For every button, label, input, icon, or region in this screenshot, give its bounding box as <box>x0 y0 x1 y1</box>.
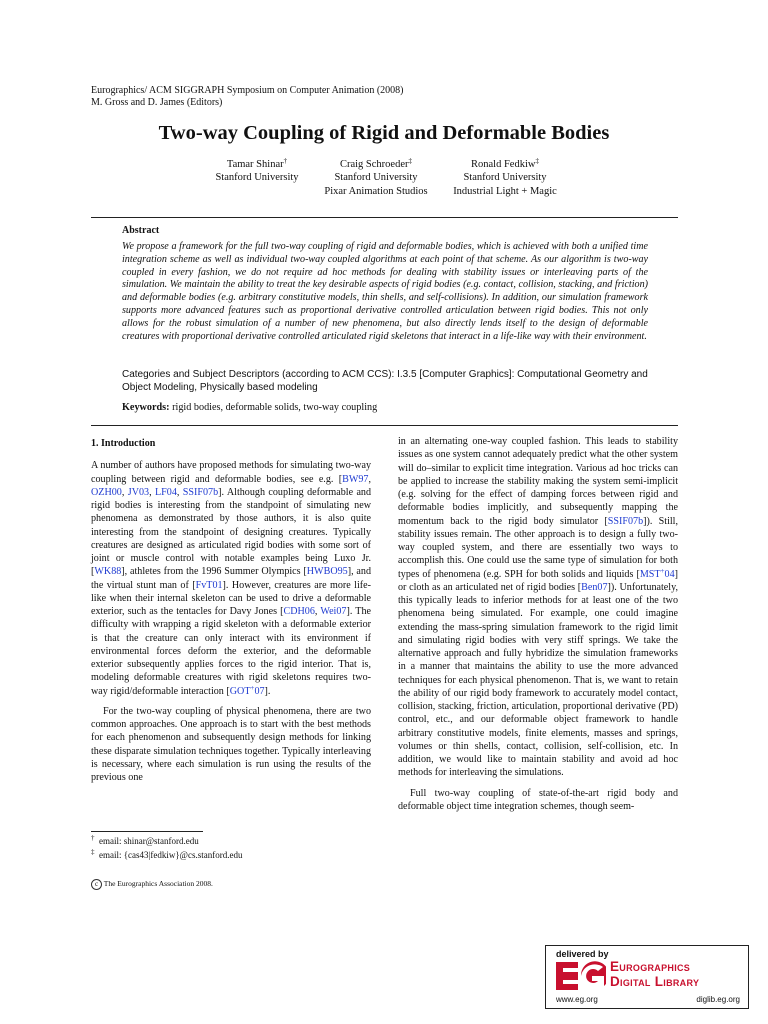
text-run: A number of authors have proposed methods for simulating two-way coupling between rigid and deformable bodies, see e.g. [ <box>91 460 371 485</box>
copyright-notice <box>91 879 213 890</box>
author-affiliation: Stanford University <box>463 172 547 184</box>
text-run: , <box>314 606 321 617</box>
text-run: ]. However, creatures are more life-like when their internal skeleton can be used to drive a deformable exterior, such as the tentacles for Davy Jones [ <box>91 579 371 617</box>
text-run: ]. <box>264 685 271 697</box>
footnote-mark: ‡ <box>91 848 95 856</box>
text-run: For the two-way coupling of physical phenomena, there are two common approaches. One approach is to start with the best methods for each phenomenon and subsequently design methods for linking these disparate simulation techniques together. Typically interleaving is necessary, where each simulation is run using the results of the previous one <box>91 705 371 783</box>
paragraph <box>398 435 678 780</box>
citation-link[interactable]: Wei07 <box>320 606 347 617</box>
text-run: , <box>176 486 183 498</box>
citation-link[interactable]: + <box>660 566 665 575</box>
text-run: in an alternating one-way coupled fashion. This leads to stability issues as one system cannot adequately predict what the other system will do–similar to explicit time integration. Various ad hoc tricks can be applied to increase the stability making the system semi-implicit (e.g. solving for the effect of damping forces between rigid and deformable bodies implicitly, and subsequently mapping the momentum back to the rigid body simulator [ <box>398 436 678 527</box>
footnote-mark: † <box>91 834 95 842</box>
text-run: , <box>368 473 371 485</box>
text-run: ], athletes from the 1996 Summer Olympics [ <box>121 566 307 578</box>
eg-name-line2: Digital Library <box>610 973 700 989</box>
text-run: ], and the virtual stunt man of [ <box>91 566 371 591</box>
footnote-2 <box>91 850 242 861</box>
paragraph <box>91 459 371 698</box>
citation-link[interactable]: WK88 <box>94 566 122 578</box>
citation-link[interactable]: 04 <box>664 568 675 580</box>
author-affiliation: Pixar Animation Studios <box>324 185 428 197</box>
eg-diglib-link[interactable]: diglib.eg.org <box>696 995 740 1004</box>
author-affiliation: Stanford University <box>215 172 299 184</box>
svg-text:EG: EG <box>556 960 558 961</box>
citation-link[interactable]: HWBO95 <box>306 566 348 578</box>
citation-link[interactable]: OZH00 <box>91 486 122 498</box>
footnote-rule <box>91 831 203 832</box>
citation-link[interactable]: 07 <box>254 685 265 697</box>
keywords-label: Keywords: <box>122 402 170 413</box>
author-mark: ‡ <box>535 157 539 165</box>
author-name: Ronald Fedkiw <box>471 159 536 170</box>
copyright-text: The Eurographics Association 2008. <box>103 879 213 888</box>
author-mark: † <box>283 157 288 165</box>
text-run: ] or cloth as an articulated net of rigid bodies [ <box>398 568 678 593</box>
author-name: Craig Schroeder <box>339 159 409 170</box>
top-rule <box>91 217 678 218</box>
text-run: ]. The difficulty with wrapping a rigid skeleton with a deformable exterior is that the creature can only interact with its environment if environmental forces deform the exterior, and the deformable exterior subsequently applies forces to the rigid interior. That is, modeling deformable creatures with rigid skeletons requires two-way rigid/deformable interaction [ <box>91 606 371 697</box>
citation-link[interactable]: FvT01 <box>195 579 223 591</box>
author-name: Tamar Shinar <box>226 159 284 170</box>
ccs-descriptors: Categories and Subject Descriptors (according to ACM CCS): I.3.5 [Computer Graphics]: Computational Geometry and Object Modeling, Physically based modeling <box>122 369 648 393</box>
author-affiliation: Industrial Light + Magic <box>453 185 557 197</box>
citation-link[interactable]: SSIF07b <box>182 486 219 498</box>
copyright-icon: c <box>91 879 102 890</box>
citation-link[interactable]: GOT <box>229 685 251 697</box>
citation-link[interactable]: BW97 <box>342 473 369 485</box>
paragraph <box>398 787 678 814</box>
venue-line: Eurographics/ ACM SIGGRAPH Symposium on Computer Animation (2008) <box>91 85 404 96</box>
delivered-by-label: delivered by <box>556 949 609 959</box>
citation-link[interactable]: MST <box>639 568 661 580</box>
section-heading: 1. Introduction <box>91 438 156 449</box>
eg-www-link[interactable]: www.eg.org <box>556 995 598 1004</box>
abstract-heading: Abstract <box>122 225 160 236</box>
paragraph <box>91 705 371 785</box>
text-run: ]). Still, stability issues remain. The other approach is to design a fully two-way coupled system, and there are essentially two ways to accomplish this. One could use the same type of simulation for both types of phenomena (e.g. SPH for both solids and liquids [ <box>398 515 679 580</box>
text-run: Full two-way coupling of state-of-the-art rigid body and deformable object time integration schemes, though seem- <box>398 787 678 812</box>
keywords-text: rigid bodies, deformable solids, two-way coupling <box>169 402 378 413</box>
citation-link[interactable]: Ben07 <box>581 581 608 593</box>
author-mark: ‡ <box>408 157 413 165</box>
text-run: , <box>121 486 128 498</box>
text-run: ]. Although coupling deformable and rigid bodies is interesting from the standpoint of simulating new phenomena as demonstrated by those authors, it is also quite interesting from the standpoint of designing creatures. Typically creatures are designed as articulated rigid bodies with some sort of joint or muscle control with notable examples being Luxo Jr. [ <box>91 486 372 578</box>
left-column <box>91 437 371 784</box>
author-block-3 <box>420 158 590 198</box>
editors-line: M. Gross and D. James (Editors) <box>91 97 223 108</box>
right-column <box>398 435 678 813</box>
eg-logo-icon <box>556 960 606 992</box>
citation-link[interactable]: CDH06 <box>283 606 315 617</box>
citation-link[interactable]: SSIF07b <box>607 515 644 527</box>
citation-link[interactable]: JV03 <box>127 486 150 498</box>
footnote-text: email: shinar@stanford.edu <box>99 836 199 846</box>
eg-name-line1: Eurographics <box>610 959 691 974</box>
footnote-1 <box>91 836 199 847</box>
citation-link[interactable]: + <box>250 683 255 692</box>
keywords <box>122 402 648 413</box>
abstract-text: We propose a framework for the full two-way coupling of rigid and deformable bodies, which is achieved with both a unified time integration scheme as well as individual two-way coupled algorithms at each point of that scheme. As our algorithm is two-way coupled in every fashion, we do not require ad hoc methods for dealing with stability issues or interleaving parts of the simulation. We maintain the ability to treat the key desirable aspects of rigid bodies (e.g. contact, collision, stacking, and friction) and deformable bodies (e.g. arbitrary constitutive models, thin shells, and self-collisions). In addition, our simulation framework supports more advanced features such as proportional derivative controlled articulation between rigid bodies. This not only allows for the robust simulation of a number of new phenomena, but also directly lends itself to the design of deformable creatures with proportional derivative controlled articulated rigid skeletons that interact in a life-like way with their environment. <box>122 241 648 342</box>
paper-title: Two-way Coupling of Rigid and Deformable Bodies <box>158 122 610 144</box>
footnote-text: email: {cas43|fedkiw}@cs.stanford.edu <box>99 850 243 860</box>
text-run: ]). Unfortunately, this typically leads to inferior methods for at least one of the two phenomena being simulated. For example, one could imagine extending the mass-spring simulation framework to the rigid limit and simulating rigid bodies with very stiff springs. We take the alternative approach and fully hybridize the simulation frameworks in a manner that maintains the ability to use the more advanced techniques for each physical phenomenon. That is, we want to retain the ability of our rigid body framework to accurately model contact, collision, stacking, friction, articulation, proportional derivative (PD) control, etc., and our deformable object framework to handle arbitrary constitutive models, finite elements, masses and springs, volumes or thin shells, contact, collision, self-collision, etc. In addition, we would like to maintain stability and avoid ad hoc methods for interleaving the simulations. <box>398 581 678 779</box>
eg-name <box>610 960 699 989</box>
bottom-rule <box>91 425 678 426</box>
citation-link[interactable]: LF04 <box>155 486 177 498</box>
author-affiliation: Stanford University <box>334 172 418 184</box>
eurographics-badge[interactable] <box>545 945 749 1009</box>
text-run: , <box>149 486 155 498</box>
